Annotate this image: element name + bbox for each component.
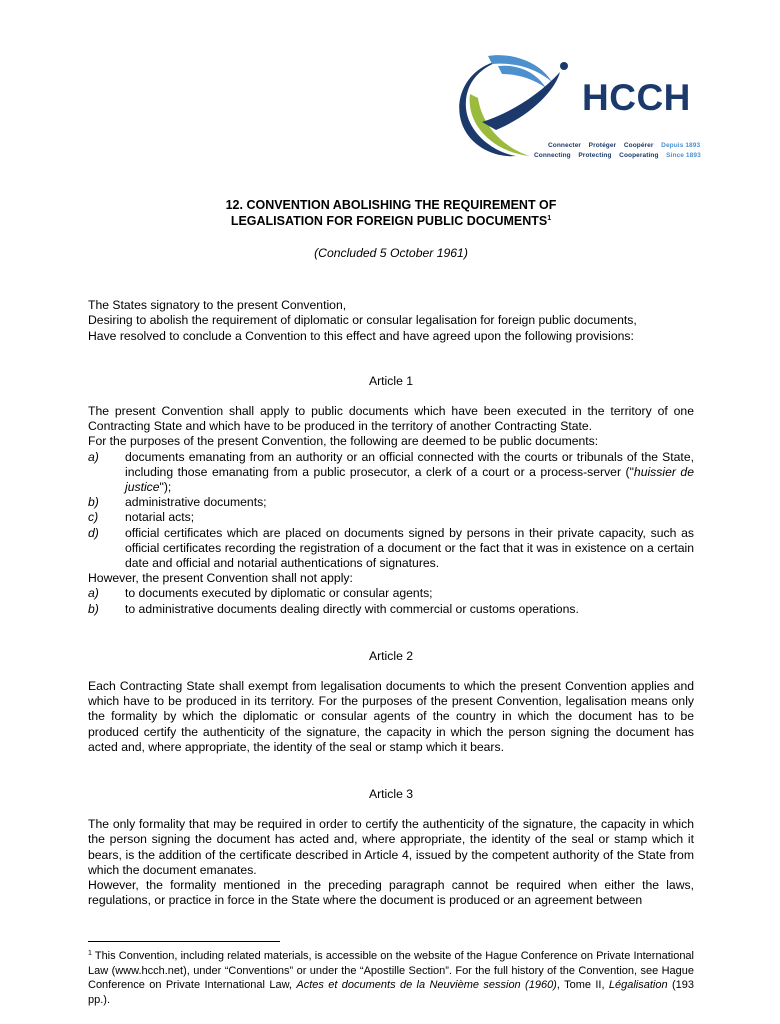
article-1-paragraph: However, the present Convention shall not apply: — [88, 571, 353, 586]
document-body — [88, 197, 694, 909]
list-item: a) to documents executed by diplomatic or consular agents; — [88, 586, 433, 601]
logo-tagline-en: Connecting Protecting Cooperating Since 1893 — [534, 152, 701, 159]
list-item: c) notarial acts; — [88, 510, 195, 525]
list-item: b) to administrative documents dealing directly with commercial or customs operations. — [88, 601, 579, 616]
logo-wordmark: HCCH — [582, 77, 691, 118]
article-3-heading: Article 3 — [368, 787, 414, 802]
hcch-logo — [452, 52, 701, 164]
article-2-paragraph: Each Contracting State shall exempt from legalisation documents to which the present Convention applies and which have to be produced in its territory. For the purposes of the present Convention, legalisation means only the formality by which the diplomatic or consular agents of the country in which the document has to be produced certify the authenticity of the signature, the capacity in which the person signing the document has acted and, where appropriate, the identity of the seal or stamp which it bears. — [88, 679, 694, 754]
footnote-separator — [88, 941, 280, 942]
document-title: 12. CONVENTION ABOLISHING THE REQUIREMENT OF LEGALISATION FOR FOREIGN PUBLIC DOCUMENTS$^1$ — [225, 198, 557, 228]
concluded-date: (Concluded 5 October 1961) — [314, 246, 468, 260]
article-3-paragraph: However, the formality mentioned in the preceding paragraph cannot be required when either the laws, regulations, or practice in force in the State where the document is produced or an agreement between — [88, 878, 694, 908]
article-2-heading: Article 2 — [368, 648, 414, 663]
article-3-paragraph: The only formality that may be required in order to certify the authenticity of the signature, the capacity in which the person signing the document has acted and, where appropriate, the identity of the seal or stamp which it bears, is the addition of the certificate described in Article 4, issued by the competent authority of the State from which the document emanates. — [88, 817, 694, 877]
list-item: b) administrative documents; — [88, 495, 267, 510]
logo-tagline-fr: Connecter Protéger Coopérer Depuis 1893 — [548, 142, 701, 149]
list-item: a) documents emanating from an authority or an official connected with the courts or tribunals of the State, including those emanating from a public prosecutor, a clerk of a court or a process-server ("huissier de justice"); — [88, 449, 694, 495]
footnote-marker[interactable]: 1 — [547, 215, 552, 222]
list-item: d) official certificates which are placed on documents signed by persons in their private capacity, such as official certificates recording the registration of a document or the fact that it was in existence on a certain date and official and notarial authentications of signatures. — [88, 525, 694, 571]
article-1-paragraph: For the purposes of the present Convention, the following are deemed to be public documents: — [88, 434, 599, 449]
article-1-heading: Article 1 — [368, 373, 414, 388]
article-1-paragraph: The present Convention shall apply to public documents which have been executed in the territory of one Contracting State and which have to be produced in the territory of another Contracting State. — [88, 404, 694, 434]
preamble: The States signatory to the present Convention, Desiring to abolish the requirement of diplomatic or consular legalisation for foreign public documents, Have resolved to conclude a Convention to this effect and have agreed upon the following provisions: — [88, 298, 637, 343]
footnote: $^1$ This Convention, including related materials, is accessible on the website of the Hague Conference on Private International Law (www.hcch.net), under “Conventions” or under the “Apostille Section”. For the full history of the Convention, see Hague Conference on Private International Law, Actes et documents de la Neuvième session (1960), Tome II, Légalisation (193 pp.). — [88, 950, 694, 1006]
